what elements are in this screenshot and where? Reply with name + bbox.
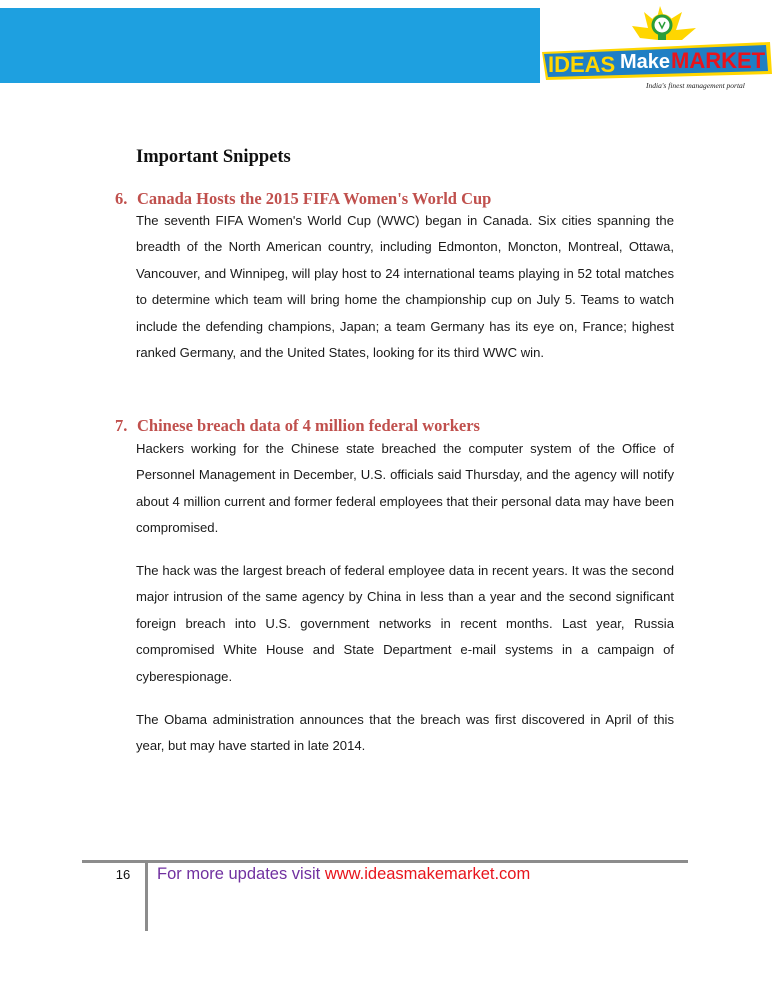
paragraph-breach-2: The hack was the largest breach of federal employee data in recent years. It was the second major intrusion of the same agency by China in less than a year and the second significant foreign breach into U.S. government networks in recent months. Last year, Russia compromised White House and State Department e-mail systems in a campaign of cyberespionage. [136, 563, 674, 684]
svg-text:MARKET: MARKET [671, 48, 766, 73]
page-number: 16 [115, 867, 131, 882]
footer-website-link[interactable]: www.ideasmakemarket.com [324, 865, 531, 883]
footer-prefix: For more updates visit [157, 865, 325, 883]
bulb-logo-graphic [540, 4, 772, 94]
paragraph-breach-3: The Obama administration announces that the breach was first discovered in April of this year, but may have started in late 2014. [136, 712, 674, 754]
ideasmakemarket-logo[interactable] [540, 4, 772, 94]
section-title-fifa [115, 189, 491, 209]
section-title-breach [115, 416, 480, 436]
paragraph-breach-1: Hackers working for the Chinese state breached the computer system of the Office of Personnel Management in December, U.S. officials said Thursday, and the agency will notify about 4 million current and former federal employees that their personal data may have been compromised. [136, 441, 674, 536]
svg-text:Make: Make [620, 51, 671, 73]
footer-divider [145, 863, 148, 931]
page-heading: Important Snippets [136, 147, 291, 167]
paragraph-fifa: The seventh FIFA Women's World Cup (WWC) began in Canada. Six cities spanning the breadth of the North American country, including Edmonton, Moncton, Montreal, Ottawa, Vancouver, and Winnipeg, will play host to 24 international teams playing in 52 total matches to determine which team will bring home the championship cup on July 5. Teams to watch include the defending champions, Japan; a team Germany has its eye on, France; highest ranked Germany, and the United States, looking for its third WWC win. [136, 213, 674, 361]
section-number: 6. [115, 189, 128, 208]
header-bar [0, 8, 540, 83]
svg-text:IDEAS: IDEAS [548, 52, 616, 77]
footer-rule [82, 860, 688, 863]
svg-text:India's finest management port: India's finest management portal [646, 81, 745, 90]
footer-note [157, 865, 530, 884]
section-number: 7. [115, 416, 128, 435]
section-title-text: Canada Hosts the 2015 FIFA Women's World Cup [137, 189, 492, 208]
section-title-text: Chinese breach data of 4 million federal workers [137, 416, 480, 435]
